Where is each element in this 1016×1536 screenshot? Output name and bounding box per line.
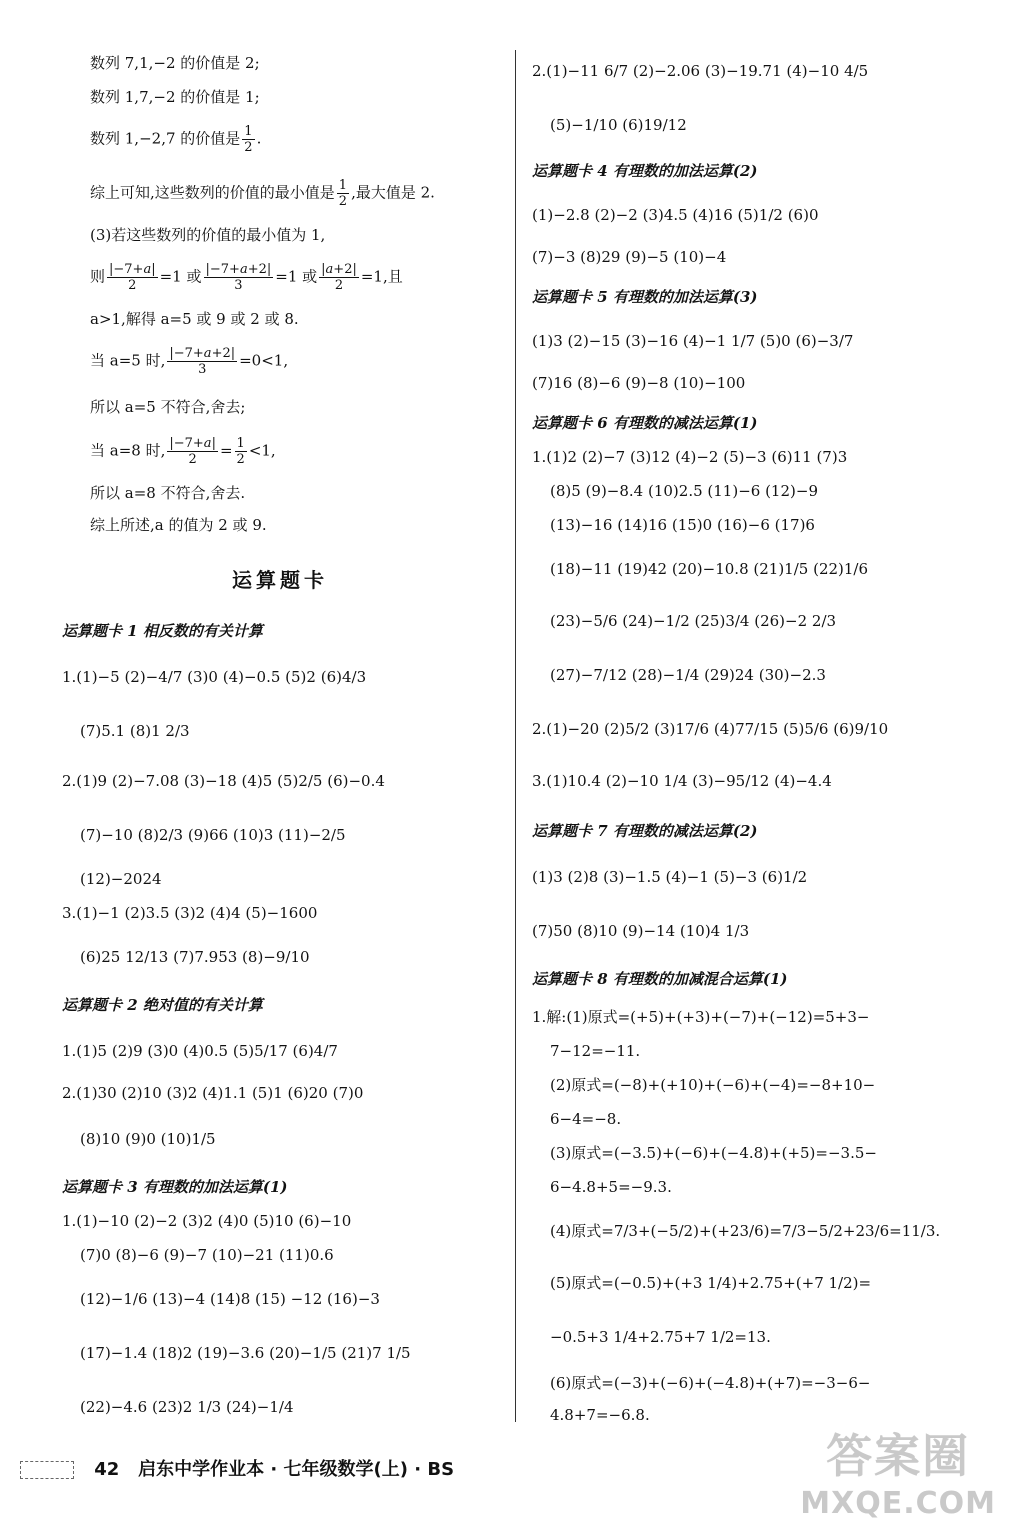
text-line: 数列 7,1,−2 的价值是 2; bbox=[90, 54, 260, 72]
text-line: a>1,解得 a=5 或 9 或 2 或 8. bbox=[90, 310, 299, 328]
book-title: 启东中学作业本 · 七年级数学(上) · BS bbox=[138, 1459, 455, 1480]
solution-line: (2)原式=(−8)+(+10)+(−6)+(−4)=−8+10− bbox=[550, 1076, 876, 1094]
answer-line: 2.(1)9 (2)−7.08 (3)−18 (4)5 (5)2/5 (6)−0.4 bbox=[62, 772, 385, 790]
answer-line: 2.(1)30 (2)10 (3)2 (4)1.1 (5)1 (6)20 (7)0 bbox=[62, 1084, 364, 1102]
text-line: 当 a=5 时, $\frac{|-7+a+2|}{3}$ =0<1, bbox=[90, 346, 289, 377]
answer-line: 2.(1)−11 6/7 (2)−2.06 (3)−19.71 (4)−10 4/5 bbox=[532, 62, 869, 80]
answer-line: (7)16 (8)−6 (9)−8 (10)−100 bbox=[532, 374, 746, 392]
column-divider bbox=[515, 50, 516, 1422]
solution-line: 6−4=−8. bbox=[550, 1110, 622, 1128]
solution-line: (4)原式=7/3+(−5/2)+(+23/6)=7/3−5/2+23/6=11/3. bbox=[550, 1222, 941, 1240]
answer-line: (8)5 (9)−8.4 (10)2.5 (11)−6 (12)−9 bbox=[550, 482, 818, 500]
text-line: 所以 a=8 不符合,舍去. bbox=[90, 484, 246, 502]
card-title: 运算题卡 5 有理数的加法运算(3) bbox=[532, 288, 758, 306]
solution-line: 4.8+7=−6.8. bbox=[550, 1406, 650, 1424]
solution-line: (5)原式=(−0.5)+(+3 1/4)+2.75+(+7 1/2)= bbox=[550, 1274, 872, 1292]
answer-line: (13)−16 (14)16 (15)0 (16)−6 (17)6 bbox=[550, 516, 815, 534]
watermark-bottom: MXQE.COM bbox=[800, 1486, 996, 1521]
card-title: 运算题卡 3 有理数的加法运算(1) bbox=[62, 1178, 288, 1196]
solution-line: (6)原式=(−3)+(−6)+(−4.8)+(+7)=−3−6− bbox=[550, 1374, 871, 1392]
card-title: 运算题卡 8 有理数的加减混合运算(1) bbox=[532, 970, 788, 988]
answer-line: (6)25 12/13 (7)7.953 (8)−9/10 bbox=[80, 948, 310, 966]
text-line: 数列 1,7,−2 的价值是 1; bbox=[90, 88, 260, 106]
page-footer bbox=[20, 1455, 454, 1481]
solution-line: −0.5+3 1/4+2.75+7 1/2=13. bbox=[550, 1328, 771, 1346]
answer-line: (17)−1.4 (18)2 (19)−3.6 (20)−1/5 (21)7 1/5 bbox=[80, 1344, 411, 1362]
answer-line: (7)50 (8)10 (9)−14 (10)4 1/3 bbox=[532, 922, 750, 940]
text-line: 数列 1,−2,7 的价值是 $\frac{1}{2}$ . bbox=[90, 124, 262, 155]
answer-line: (1)3 (2)−15 (3)−16 (4)−1 1/7 (5)0 (6)−3/7 bbox=[532, 332, 854, 350]
card-title: 运算题卡 6 有理数的减法运算(1) bbox=[532, 414, 758, 432]
card-title: 运算题卡 7 有理数的减法运算(2) bbox=[532, 822, 758, 840]
answer-line: (18)−11 (19)42 (20)−10.8 (21)1/5 (22)1/6 bbox=[550, 560, 869, 578]
answer-line: (22)−4.6 (23)2 1/3 (24)−1/4 bbox=[80, 1398, 294, 1416]
answer-line: 1.(1)2 (2)−7 (3)12 (4)−2 (5)−3 (6)11 (7)3 bbox=[532, 448, 848, 466]
text-line: (3)若这些数列的价值的最小值为 1, bbox=[90, 226, 326, 244]
text-line: 当 a=8 时, $\frac{|-7+a|}{2}$ = $\frac{1}{2}$ <1, bbox=[90, 436, 276, 467]
answer-line: 1.(1)5 (2)9 (3)0 (4)0.5 (5)5/17 (6)4/7 bbox=[62, 1042, 338, 1060]
section-title: 运算题卡 bbox=[232, 568, 328, 592]
solution-line: 1.解:(1)原式=(+5)+(+3)+(−7)+(−12)=5+3− bbox=[532, 1008, 870, 1026]
answer-line: (12)−1/6 (13)−4 (14)8 (15) −12 (16)−3 bbox=[80, 1290, 380, 1308]
text-line: 则 $\frac{|-7+a|}{2}$ =1 或 $\frac{|-7+a+2|}{3}$ =1 或 $\frac{|a+2|}{2}$ =1,且 bbox=[90, 262, 403, 293]
text-line: 所以 a=5 不符合,舍去; bbox=[90, 398, 246, 416]
solution-line: 7−12=−11. bbox=[550, 1042, 641, 1060]
solution-line: (3)原式=(−3.5)+(−6)+(−4.8)+(+5)=−3.5− bbox=[550, 1144, 877, 1162]
solution-line: 6−4.8+5=−9.3. bbox=[550, 1178, 672, 1196]
text-line: 综上可知,这些数列的价值的最小值是 $\frac{1}{2}$ ,最大值是 2. bbox=[90, 178, 435, 209]
answer-line: (23)−5/6 (24)−1/2 (25)3/4 (26)−2 2/3 bbox=[550, 612, 837, 630]
answer-line: (7)5.1 (8)1 2/3 bbox=[80, 722, 190, 740]
answer-line: (7)−10 (8)2/3 (9)66 (10)3 (11)−2/5 bbox=[80, 826, 346, 844]
answer-line: (7)−3 (8)29 (9)−5 (10)−4 bbox=[532, 248, 727, 266]
text-line: 综上所述,a 的值为 2 或 9. bbox=[90, 516, 267, 534]
answer-line: 1.(1)−5 (2)−4/7 (3)0 (4)−0.5 (5)2 (6)4/3 bbox=[62, 668, 367, 686]
answer-line: (1)−2.8 (2)−2 (3)4.5 (4)16 (5)1/2 (6)0 bbox=[532, 206, 819, 224]
answer-line: 3.(1)−1 (2)3.5 (3)2 (4)4 (5)−1600 bbox=[62, 904, 318, 922]
watermark bbox=[800, 1420, 996, 1521]
answer-line: (27)−7/12 (28)−1/4 (29)24 (30)−2.3 bbox=[550, 666, 826, 684]
answer-line: (12)−2024 bbox=[80, 870, 162, 888]
card-title: 运算题卡 1 相反数的有关计算 bbox=[62, 622, 263, 640]
answer-line: (5)−1/10 (6)19/12 bbox=[550, 116, 687, 134]
answer-line: (8)10 (9)0 (10)1/5 bbox=[80, 1130, 216, 1148]
footer-box bbox=[20, 1461, 74, 1479]
answer-line: 2.(1)−20 (2)5/2 (3)17/6 (4)77/15 (5)5/6 (6)9/10 bbox=[532, 720, 889, 738]
answer-line: (7)0 (8)−6 (9)−7 (10)−21 (11)0.6 bbox=[80, 1246, 334, 1264]
watermark-top: 答案圈 bbox=[826, 1429, 971, 1483]
page-number: 42 bbox=[94, 1459, 120, 1480]
answer-line: 1.(1)−10 (2)−2 (3)2 (4)0 (5)10 (6)−10 bbox=[62, 1212, 352, 1230]
card-title: 运算题卡 4 有理数的加法运算(2) bbox=[532, 162, 758, 180]
card-title: 运算题卡 2 绝对值的有关计算 bbox=[62, 996, 263, 1014]
answer-line: 3.(1)10.4 (2)−10 1/4 (3)−95/12 (4)−4.4 bbox=[532, 772, 832, 790]
answer-line: (1)3 (2)8 (3)−1.5 (4)−1 (5)−3 (6)1/2 bbox=[532, 868, 808, 886]
